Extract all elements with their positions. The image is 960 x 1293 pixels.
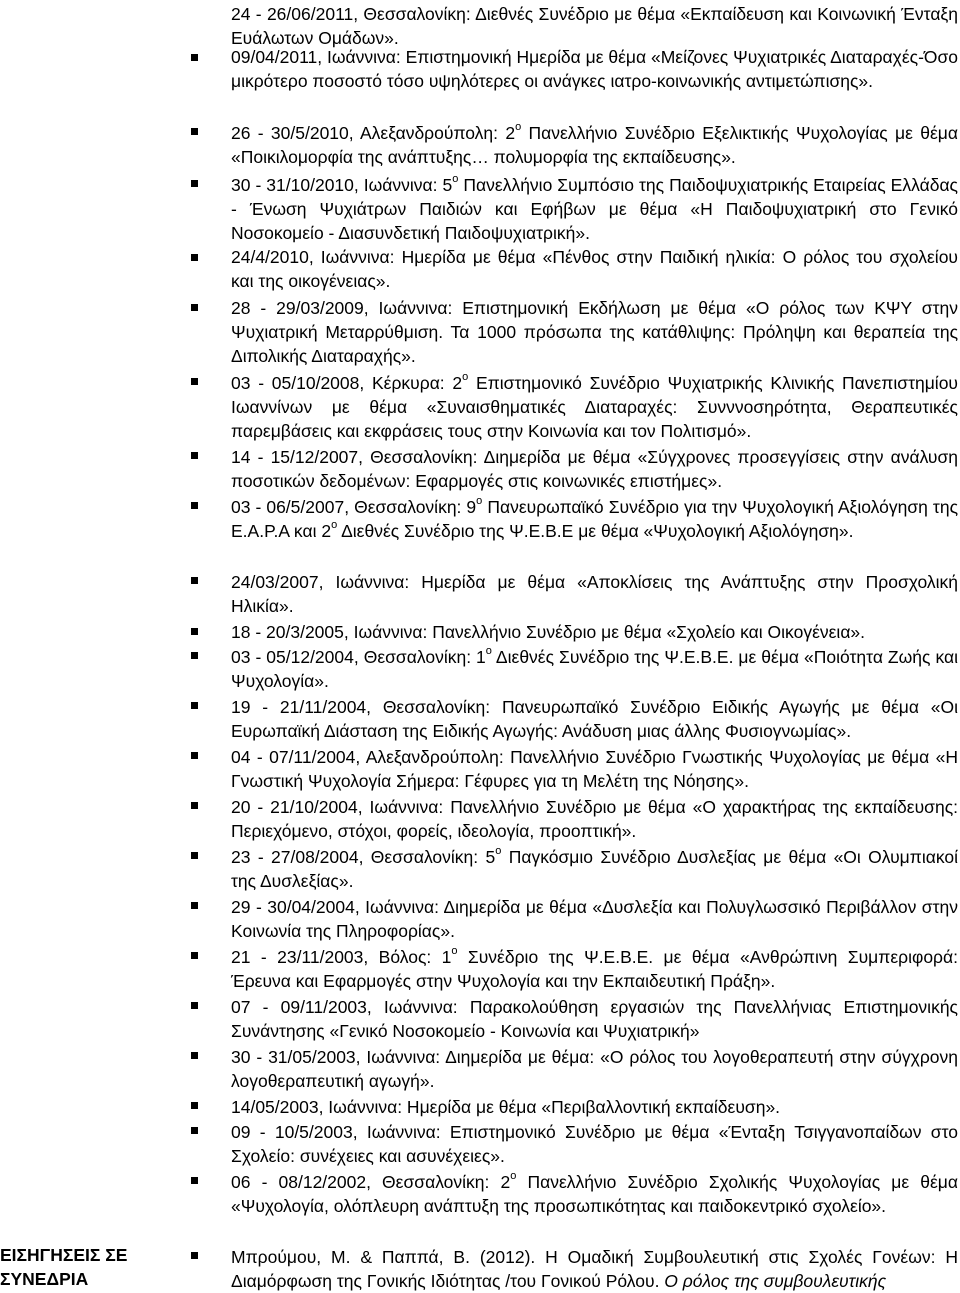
bullet-icon bbox=[191, 1252, 198, 1259]
list-item: 26 - 30/5/2010, Αλεξανδρούπολη: $2^o$ Πανελλήνιο Συνέδριο Εξελικτικής Ψυχολογίας με θέμα «Ποικιλομορφία της ανάπτυξης… πολυμορφία της εκπαίδευσης». bbox=[231, 121, 958, 167]
bullet-icon bbox=[191, 378, 198, 385]
bullet-icon bbox=[191, 502, 198, 509]
bullet-icon bbox=[191, 652, 198, 659]
list-item: 19 - 21/11/2004, Θεσσαλονίκη: Πανευρωπαϊκό Συνέδριο Ειδικής Αγωγής με θέμα «Οι Ευρωπαϊκή Διάσταση της Ειδικής Αγωγής: Ανάδυση μιας άλλης Φυσιογνωμίας». bbox=[231, 697, 958, 741]
list-item: 18 - 20/3/2005, Ιωάννινα: Πανελλήνιο Συνέδριο με θέμα «Σχολείο και Οικογένεια». bbox=[231, 622, 866, 642]
bullet-icon bbox=[191, 802, 198, 809]
list-item: 28 - 29/03/2009, Ιωάννινα: Επιστημονική Εκδήλωση με θέμα «Ο ρόλος των ΚΨΥ στην Ψυχιατρική Μεταρρύθμιση. Τα 1000 πρόσωπα της κατάθλιψης: Πρόληψη και θεραπεία της Διπολικής Διαταραχής». bbox=[231, 298, 958, 366]
list-item: 24/03/2007, Ιωάννινα: Ημερίδα με θέμα «Αποκλίσεις της Ανάπτυξης στην Προσχολική Ηλικία». bbox=[231, 572, 958, 616]
list-item: 30 - 31/10/2010, Ιωάννινα: $5^o$ Πανελλήνιο Συμπόσιο της Παιδοψυχιατρικής Εταιρείας Ελλάδας - Ένωση Ψυχιάτρων Παιδιών και Εφήβων με θέμα «Η Παιδοψυχιατρική στο Γενικό Νοσοκομείο - Διασυνδετική Παιδοψυχιατρική». bbox=[231, 173, 958, 243]
bullet-icon bbox=[191, 577, 198, 584]
bullet-icon bbox=[191, 54, 198, 61]
bullet-icon bbox=[191, 952, 198, 959]
list-item: 23 - 27/08/2004, Θεσσαλονίκη: $5^o$ Παγκόσμιο Συνέδριο Δυσλεξίας με θέμα «Οι Ολυμπιακοί της Δυσλεξίας». bbox=[231, 845, 958, 891]
list-item: 21 - 23/11/2003, Βόλος: $1^o$ Συνέδριο της Ψ.Ε.Β.Ε. με θέμα «Ανθρώπινη Συμπεριφορά: Έρευνα και Εφαρμογές στην Ψυχολογία και την Εκπαιδευτική Πράξη». bbox=[231, 945, 958, 991]
list-item: Μπρούμου, Μ. & Παππά, Β. (2012). Η Ομαδική Συμβουλευτική στις Σχολές Γονέων: Η Διαμόρφωση της Γονικής Ιδιότητας /του Γονικού Ρόλου. Ο ρόλος της συμβουλευτικής bbox=[231, 1247, 958, 1291]
list-item: 09 - 10/5/2003, Ιωάννινα: Επιστημονικό Συνέδριο με θέμα «Ένταξη Τσιγγανοπαίδων στο Σχολείο: συνέχειες και ασυνέχειες». bbox=[231, 1122, 958, 1166]
bullet-icon bbox=[191, 180, 198, 187]
list-item: 09/04/2011, Ιωάννινα: Επιστημονική Ημερίδα με θέμα «Μείζονες Ψυχιατρικές Διαταραχές-Όσο μικρότερο ποσοστό τόσο υψηλότερες οι ανάγκες ιατρο-κοινωνικής αντιμετώπισης». bbox=[231, 47, 958, 91]
list-item: 29 - 30/04/2004, Ιωάννινα: Διημερίδα με θέμα «Δυσλεξία και Πολυγλωσσικό Περιβάλλον στην Κοινωνία της Πληροφορίας». bbox=[231, 897, 958, 941]
list-item: 14 - 15/12/2007, Θεσσαλονίκη: Διημερίδα με θέμα «Σύγχρονες προσεγγίσεις στην ανάλυση ποσοτικών δεδομένων: Εφαρμογές στις κοινωνικές επιστήμες». bbox=[231, 447, 958, 491]
bullet-icon bbox=[191, 452, 198, 459]
list-item: 30 - 31/05/2003, Ιωάννινα: Διημερίδα με θέμα: «Ο ρόλος του λογοθεραπευτή στην σύγχρονη λογοθεραπευτική αγωγή». bbox=[231, 1047, 958, 1091]
bullet-icon bbox=[191, 1102, 198, 1109]
list-item: 24 - 26/06/2011, Θεσσαλονίκη: Διεθνές Συνέδριο με θέμα «Εκπαίδευση και Κοινωνική Ένταξη Ευάλωτων Ομάδων». bbox=[231, 4, 958, 48]
bullet-icon bbox=[191, 628, 198, 635]
list-item: 03 - 06/5/2007, Θεσσαλονίκη: $9^o$ Πανευρωπαϊκό Συνέδριο για την Ψυχολογική Αξιολόγηση της Ε.Α.Ρ.Α και $2^o$ Διεθνές Συνέδριο της Ψ.Ε.Β.Ε με θέμα «Ψυχολογική Αξιολόγηση». bbox=[231, 495, 958, 541]
bullet-icon bbox=[191, 304, 198, 311]
bullet-icon bbox=[191, 1177, 198, 1184]
list-item: 03 - 05/10/2008, Κέρκυρα: $2^o$ Επιστημονικό Συνέδριο Ψυχιατρικής Κλινικής Πανεπιστημίου Ιωαννίνων με θέμα «Συναισθηματικές Διαταραχές: Συνννοσηρότητα, Θεραπευτικές παρεμβάσεις και εκφράσεις τους στην Κοινωνία και τον Πολιτισμό». bbox=[231, 371, 958, 441]
list-item: 14/05/2003, Ιωάννινα: Ημερίδα με θέμα «Περιβαλλοντική εκπαίδευση». bbox=[231, 1097, 781, 1117]
list-item: 24/4/2010, Ιωάννινα: Ημερίδα με θέμα «Πένθος στην Παιδική ηλικία: Ο ρόλος του σχολείου και της οικογένειας». bbox=[231, 247, 958, 291]
bullet-icon bbox=[191, 128, 198, 135]
bullet-icon bbox=[191, 1052, 198, 1059]
bullet-icon bbox=[191, 902, 198, 909]
list-item: 20 - 21/10/2004, Ιωάννινα: Πανελλήνιο Συνέδριο με θέμα «Ο χαρακτήρας της εκπαίδευσης: Περιεχόμενο, στόχοι, φορείς, ιδεολογία, προοπτική». bbox=[231, 797, 958, 841]
list-item: 07 - 09/11/2003, Ιωάννινα: Παρακολούθηση εργασιών της Πανελλήνιας Επιστημονικής Συνάντησης «Γενικό Νοσοκομείο - Κοινωνία και Ψυχιατρική» bbox=[231, 997, 958, 1041]
bullet-icon bbox=[191, 1002, 198, 1009]
bullet-icon bbox=[191, 254, 198, 261]
bullet-icon bbox=[191, 1127, 198, 1134]
list-item: 06 - 08/12/2002, Θεσσαλονίκη: $2^o$ Πανελλήνιο Συνέδριο Σχολικής Ψυχολογίας με θέμα «Ψυχολογία, ολόπλευρη ανάπτυξη της προσωπικότητας και παιδοκεντρικό σχολείο». bbox=[231, 1170, 958, 1216]
bullet-icon bbox=[191, 702, 198, 709]
section-heading: ΕΙΣΗΓΗΣΕΙΣ ΣΕ ΣΥΝΕΔΡΙΑ bbox=[0, 1245, 128, 1289]
bullet-icon bbox=[191, 852, 198, 859]
bullet-icon bbox=[191, 752, 198, 759]
list-item: 03 - 05/12/2004, Θεσσαλονίκη: $1^o$ Διεθνές Συνέδριο της Ψ.Ε.Β.Ε. με θέμα «Ποιότητα Ζωής και Ψυχολογία». bbox=[231, 645, 958, 691]
list-item: 04 - 07/11/2004, Αλεξανδρούπολη: Πανελλήνιο Συνέδριο Γνωστικής Ψυχολογίας με θέμα «Η Γνωστική Ψυχολογία Σήμερα: Γέφυρες για τη Μελέτη της Νόησης». bbox=[231, 747, 958, 791]
